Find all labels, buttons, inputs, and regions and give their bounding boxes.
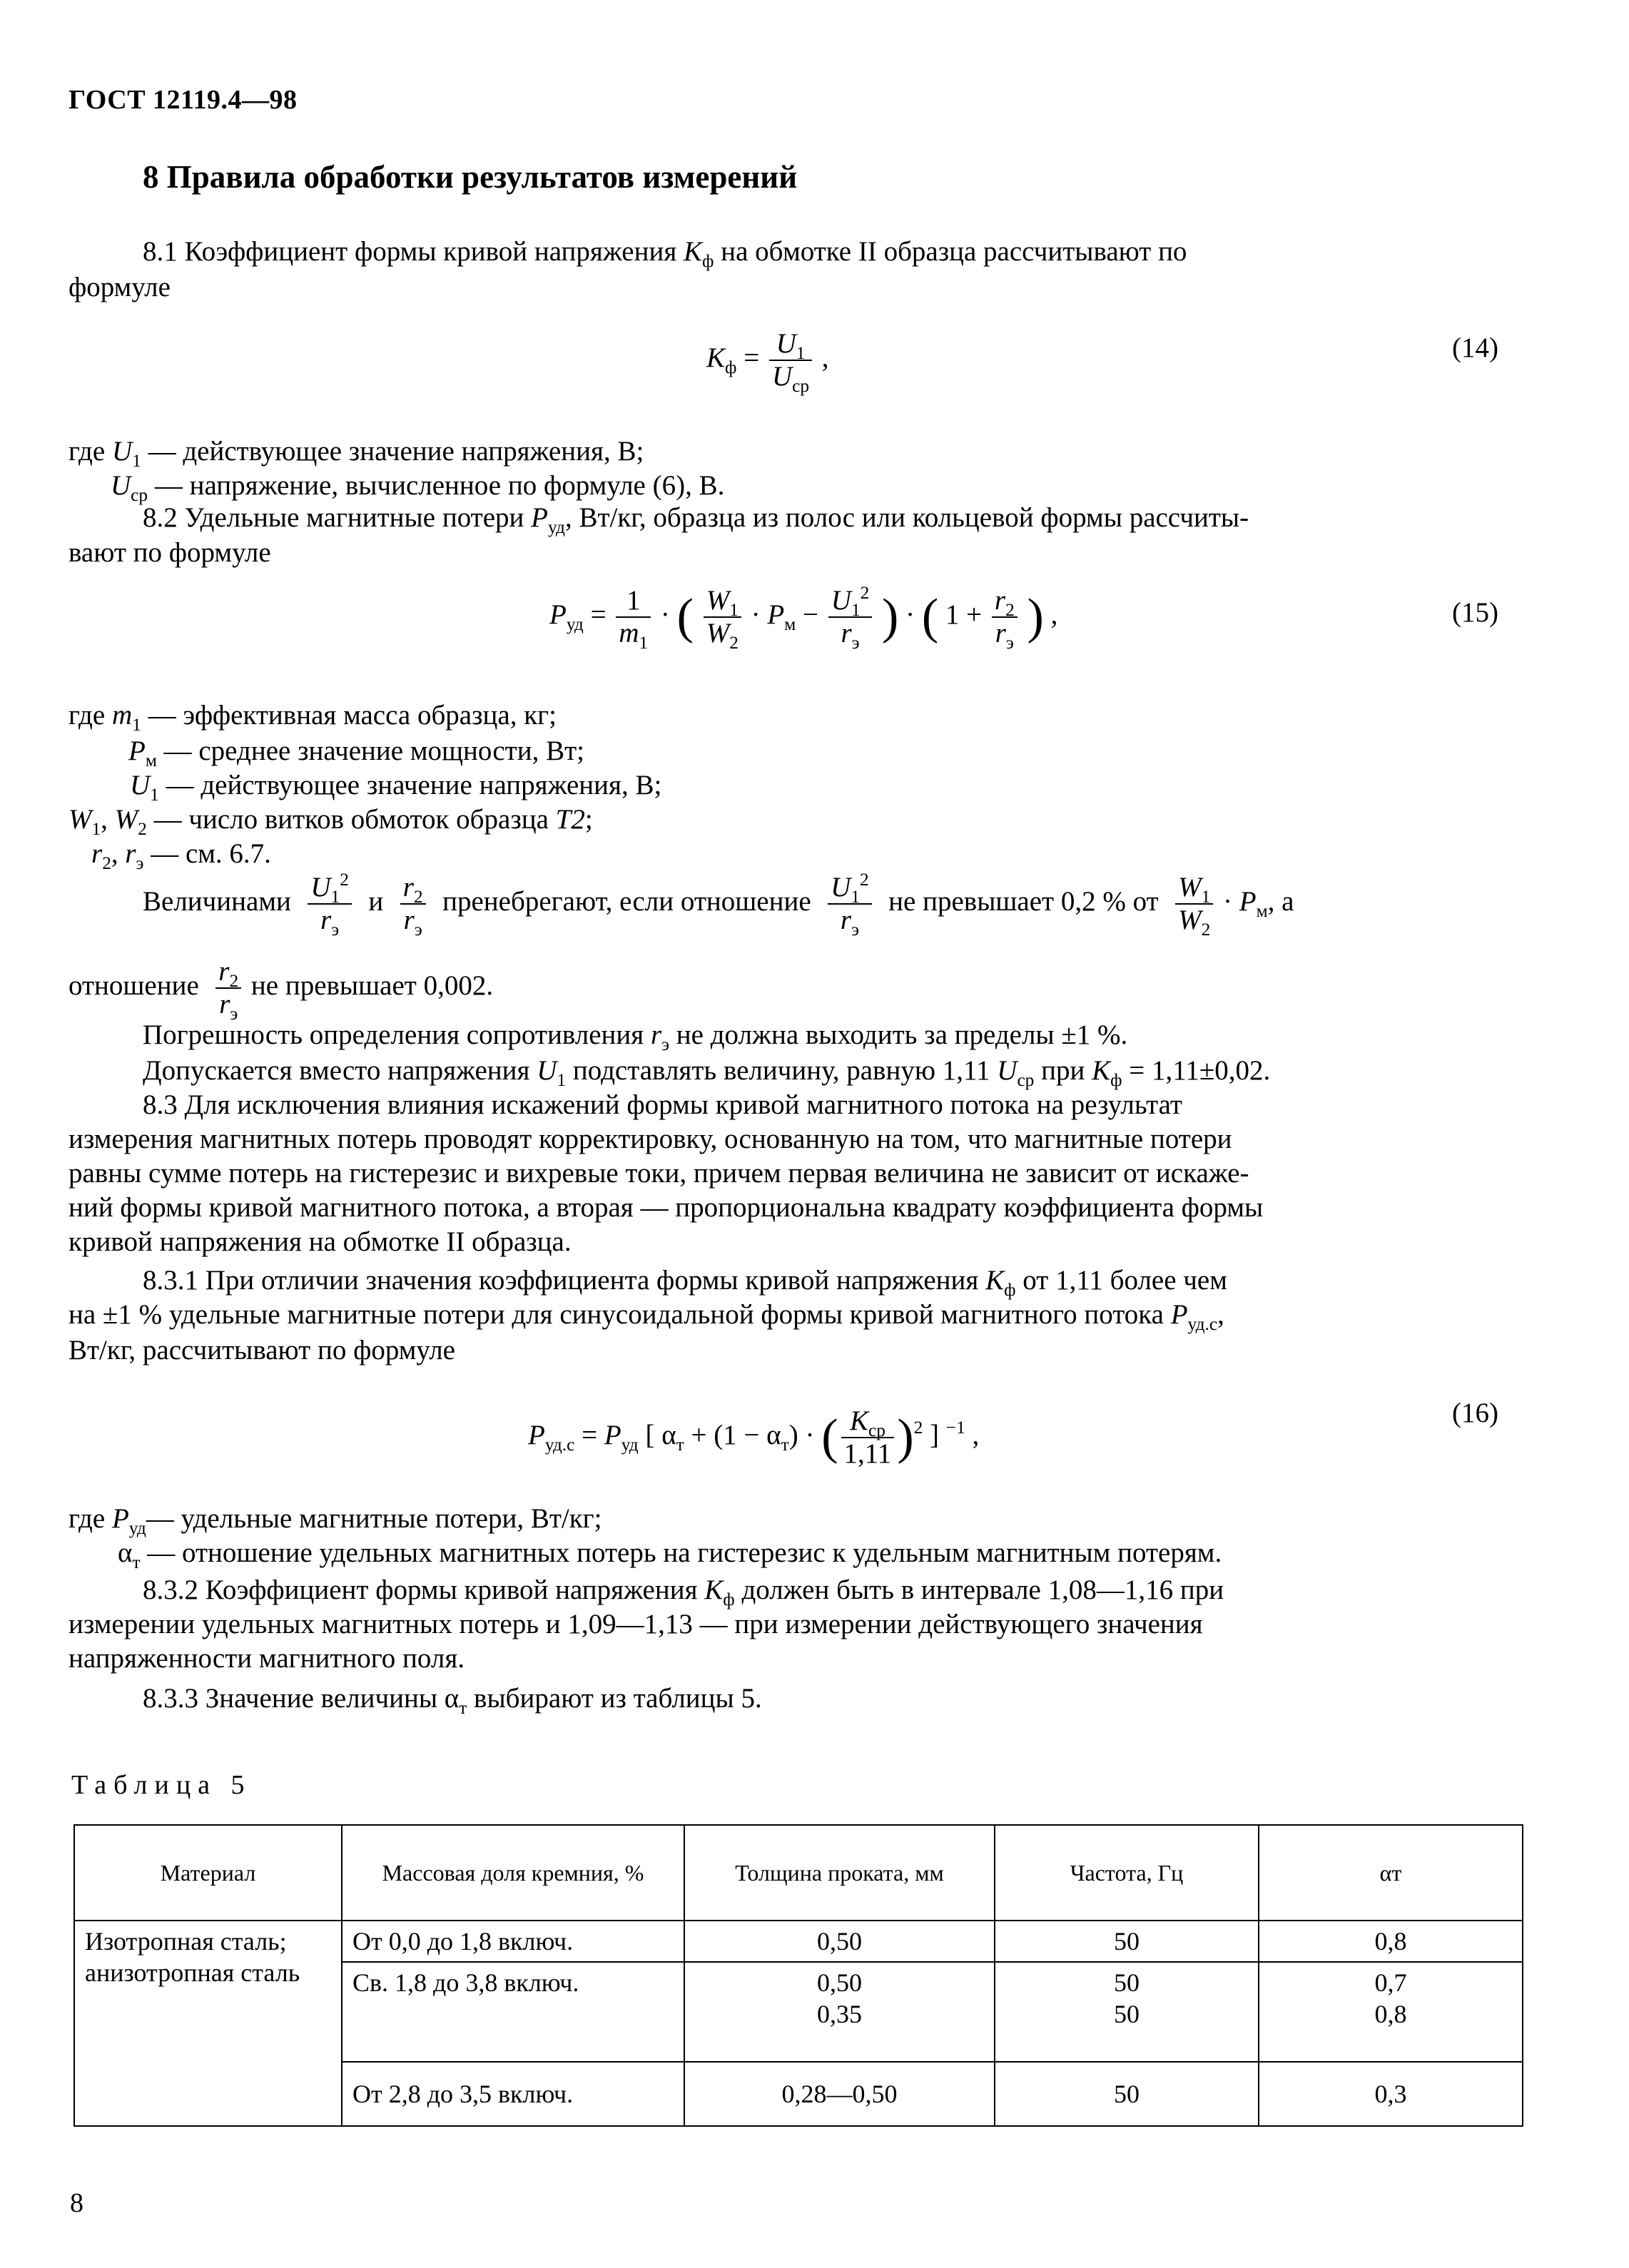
p833: 8.3.3 Значение величины $\alpha_т$ выбирают из таблицы 5. [143,1683,762,1718]
cell-alpha: 0,8 [1259,1921,1523,1962]
where-r: $r_2$, $r_э$ — см. 6.7. [91,838,271,873]
table-5 [73,1824,1523,2127]
p831-line2: на ±1 % удельные магнитные потери для синусоидальной формы кривой магнитного потока $P_{уд.с}$, [68,1299,1224,1334]
formula-15: $P_{уд}$ = $\frac{1}{m_1}$ · ( $\frac{W_1}{W_2}$ · $P_м$ − $\frac{U_1^2}{r_э}$ ) · ( 1 + $\frac{r_2}{r_э}$ ) , [549,582,1058,653]
p83-line1: 8.3 Для исключения влияния искажений формы кривой магнитного потока на результат [143,1089,1182,1120]
p832-line3: напряженности магнитного поля. [68,1643,465,1674]
cell-si: От 0,0 до 1,8 включ. [342,1921,684,1962]
document-header: ГОСТ 12119.4—98 [68,85,298,115]
formula-14: $K_ф$ = $\frac{U_1}{U_{ср}}$ , [706,328,829,396]
table-header-row [74,1825,1523,1921]
where-u1-b: $U_1$ — действующее значение напряжения, В; [130,770,662,805]
where-at: $\alpha_т$ — отношение удельных магнитных потерь на гистерезис к удельным магнитным потерям. [118,1537,1222,1572]
cell-alpha: 0,7 0,8 [1259,1962,1523,2062]
th-silicon: Массовая доля кремния, % [342,1825,684,1921]
p832-line2: измерении удельных магнитных потерь и 1,09—1,13 — при измерении действующего значения [68,1609,1203,1639]
ratio-line: отношение $\frac{r_2}{r_э}$ не превышает 0,002. [68,956,494,1024]
paragraph-8-1: 8.1 Коэффициент формы кривой напряжения $K_ф$ на обмотке II образца рассчитывают по [143,236,1187,271]
cell-si: От 2,8 до 3,5 включ. [342,2062,684,2126]
allow-line: Допускается вместо напряжения $U_1$ подставлять величину, равную 1,11 $U_{ср}$ при $K_ф = 1,11\pm 0,02$. [143,1055,1271,1090]
p83-line5: кривой напряжения на обмотке II образца. [68,1226,572,1257]
p83-line2: измерения магнитных потерь проводят корректировку, основанную на том, что магнитные потери [68,1124,1232,1154]
th-thickness: Толщина проката, мм [684,1825,995,1921]
error-line: Погрешность определения сопротивления $r_э$ не должна выходить за пределы ±1 %. [143,1019,1128,1054]
th-material: Материал [74,1825,342,1921]
cell-thickness: 0,28—0,50 [684,2062,995,2126]
cell-si: Св. 1,8 до 3,8 включ. [342,1962,684,2062]
where-u1: где $U_1$ — действующее значение напряжения, В; [68,436,644,471]
table-row [74,1921,1523,1962]
formula-15-number: (15) [1452,597,1498,628]
p831-line3: Вт/кг, рассчитывают по формуле [68,1335,455,1366]
th-alpha: αт [1259,1825,1523,1921]
p83-line4: ний формы кривой магнитного потока, а вторая — пропорциональна квадрату коэффициента формы [68,1192,1264,1223]
p83-line3: равны сумме потерь на гистерезис и вихревые токи, причем первая величина не зависит от искаже- [68,1158,1249,1189]
table-caption: Таблица 5 [71,1770,252,1800]
th-frequency: Частота, Гц [995,1825,1259,1921]
cell-thickness: 0,50 [684,1921,995,1962]
where-ucp: $U_{ср}$ — напряжение, вычисленное по формуле (6), В. [111,470,725,505]
cell-material: Изотропная сталь; анизотропная сталь [74,1921,342,2126]
formula-16: $P_{уд.с} = P_{уд}$ [ $\alpha_т + (1 - \alpha_т)$ · ( $\frac{K_{ср}}{1,11}$ )$^2$ ] $^{-1}$ , [528,1405,980,1469]
paragraph-8-2-cont: вают по формуле [68,537,271,568]
p831-line1: 8.3.1 При отличии значения коэффициента формы кривой напряжения $K_ф$ от 1,11 более чем [143,1265,1227,1300]
where-pud: где $P_{уд}—$ удельные магнитные потери, Вт/кг; [68,1503,602,1538]
neglect-line: Величинами $\frac{U_1^2}{r_э}$ и $\frac{r_2}{r_э}$ пренебрегают, если отношение $\frac{U_1^2}{r_э}$ не превышает 0,2 % от $\frac{W_1}{W_2}$ · $P_м$, а [143,869,1294,940]
where-pm: $P_м$ — среднее значение мощности, Вт; [128,736,584,771]
where-m1: где $m_1$ — эффективная масса образца, кг; [68,700,557,735]
cell-alpha: 0,3 [1259,2062,1523,2126]
cell-frequency: 50 [995,2062,1259,2126]
section-title: 8 Правила обработки результатов измерений [143,159,798,195]
paragraph-8-2: 8.2 Удельные магнитные потери $P_{уд}$, Вт/кг, образца из полос или кольцевой формы рассчиты- [143,502,1249,537]
paragraph-8-1-cont: формуле [68,272,171,302]
cell-thickness: 0,50 0,35 [684,1962,995,2062]
where-w: $W_1$, $W_2$ — число витков обмоток образца T2; [68,804,593,839]
page-number: 8 [70,2188,83,2218]
p832-line1: 8.3.2 Коэффициент формы кривой напряжения $K_ф$ должен быть в интервале 1,08—1,16 при [143,1575,1224,1610]
formula-16-number: (16) [1452,1398,1498,1428]
formula-14-number: (14) [1452,332,1498,363]
cell-frequency: 50 [995,1921,1259,1962]
cell-frequency: 50 50 [995,1962,1259,2062]
